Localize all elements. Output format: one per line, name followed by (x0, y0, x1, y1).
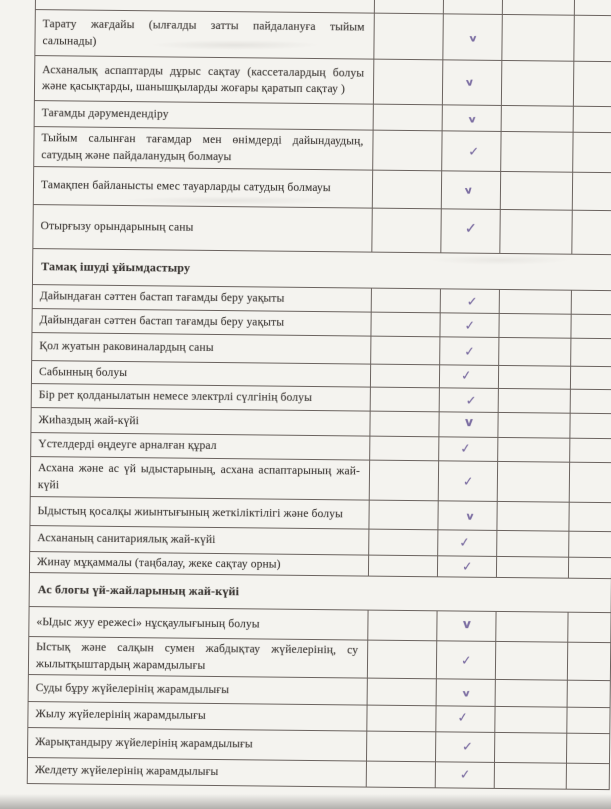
empty-cell (369, 529, 438, 556)
item-label: Дайындаған сәттен бастап тағамды беру уақыты (32, 309, 371, 337)
empty-cell (569, 462, 611, 502)
empty-cell (370, 364, 439, 388)
empty-cell (495, 706, 567, 733)
empty-cell (367, 640, 436, 678)
empty-cell (371, 288, 440, 313)
empty-cell (370, 411, 439, 437)
empty-cell (368, 555, 437, 577)
empty-cell (501, 105, 573, 132)
checkmark-icon: v (464, 415, 473, 430)
checklist-row (28, 637, 610, 681)
empty-cell (368, 610, 437, 641)
empty-cell (366, 761, 435, 788)
check-cell (436, 706, 495, 733)
empty-cell (501, 131, 573, 172)
item-label: Жарықтандыру жүйелерінің жарамдылығы (28, 728, 367, 762)
scanner-edge-shadow (0, 794, 611, 809)
empty-cell (373, 104, 442, 131)
empty-cell (570, 438, 611, 462)
item-label: Асханалық аспаптарды дұрыс сақтау (кассеталардың болуы және қасықтарды, шанышқыларды жоғары қаратып сақтау ) (34, 56, 373, 105)
check-cell (439, 365, 498, 389)
check-cell (441, 209, 500, 254)
item-label: Жиһаздың жай-күйі (31, 408, 370, 437)
check-cell (440, 289, 499, 314)
empty-cell (498, 388, 570, 413)
empty-cell (374, 0, 443, 14)
check-cell (439, 388, 498, 413)
item-label: Жылу жүйелерінің жарамдылығы (28, 702, 367, 732)
empty-cell (367, 678, 436, 706)
item-label: Үстелдерді өңдеуге арналған құрал (31, 433, 370, 461)
empty-cell (373, 59, 442, 105)
empty-cell (500, 209, 572, 254)
check-cell (437, 556, 496, 578)
empty-cell (369, 460, 438, 501)
inspection-checklist-table (27, 0, 611, 790)
empty-cell (371, 336, 440, 365)
empty-cell (494, 732, 566, 763)
check-cell (435, 762, 494, 789)
empty-cell (567, 680, 610, 707)
checklist-row (33, 167, 611, 211)
empty-cell (571, 290, 611, 314)
checkmark-icon: ✓ (462, 472, 474, 489)
empty-cell (573, 106, 611, 132)
checkmark-icon: ✓ (459, 766, 471, 783)
empty-cell (372, 170, 441, 209)
checkmark-icon: ✓ (458, 533, 471, 550)
empty-cell (373, 130, 442, 171)
check-cell (436, 641, 495, 679)
check-cell (442, 131, 501, 172)
empty-cell (371, 312, 440, 337)
check-cell (438, 461, 497, 502)
empty-cell (501, 60, 573, 106)
checklist-row (34, 56, 611, 107)
item-label: «Ыдыс жуу ережесі» нұсқаулығының болуы (29, 607, 368, 641)
empty-cell (572, 210, 611, 254)
checkmark-icon: v (468, 113, 476, 125)
checkmark-icon: ✓ (465, 391, 477, 408)
item-label: Тарату жағдайы (ылғалды затты пайдалануға тыйым салынады) (35, 10, 374, 60)
section-header: Тамақ ішуді ұйымдастыру (32, 249, 611, 291)
checkmark-icon: ✓ (461, 738, 473, 755)
item-label: Дайындаған сәттен бастап тағамды беру уақыты (32, 285, 371, 313)
checkmark-icon: v (465, 510, 474, 523)
item-label: Қол жуатын раковиналардың саны (32, 333, 371, 365)
empty-cell (497, 461, 569, 502)
empty-cell (567, 643, 610, 681)
checkmark-icon: v (463, 183, 472, 197)
empty-cell (499, 337, 571, 366)
empty-cell (370, 436, 439, 461)
empty-cell (367, 705, 436, 732)
check-cell (440, 337, 499, 366)
item-label: Ыстық және салқын сумен жабдықтау жүйелерінің, су жылытқыштардың жарамдылығы (28, 637, 367, 678)
check-cell (443, 0, 502, 14)
checkmark-icon: ✓ (464, 316, 476, 333)
empty-cell (571, 314, 611, 338)
empty-cell (374, 13, 443, 60)
empty-cell (566, 763, 609, 789)
empty-cell (495, 642, 567, 680)
item-label: Асхана және ас үй ыдыстарының, асхана аспаптарының жай-күйі (30, 457, 369, 501)
empty-cell (495, 679, 567, 707)
empty-cell (573, 61, 611, 106)
check-cell (439, 437, 498, 462)
section-header: Ас блогы үй-жайларының жай-күйі (29, 573, 611, 613)
checklist-row (30, 457, 611, 503)
empty-cell (502, 0, 574, 15)
item-label: Тамақпен байланысты емес тауарларды сатудың болмауы (33, 167, 372, 209)
empty-cell (570, 366, 611, 389)
checkmark-icon: v (462, 688, 470, 700)
empty-cell (498, 437, 570, 462)
empty-cell (574, 0, 611, 16)
item-label: Тағамды дәрумендендіру (34, 101, 373, 131)
item-label: Тыйым салынған тағамдар мен өнімдерді дайындаудың, сатудың және пайдаланудың болмауы (34, 127, 373, 171)
empty-cell (499, 313, 571, 338)
item-label: Суды бұру жүйелерінің жарамдылығы (28, 675, 367, 706)
empty-cell (372, 208, 441, 253)
checkmark-icon: v (468, 32, 477, 44)
empty-cell (370, 387, 439, 412)
empty-cell (566, 733, 609, 763)
checkmark-icon: ✓ (464, 218, 477, 237)
empty-cell (571, 338, 611, 366)
checklist-row (35, 10, 611, 62)
empty-cell (497, 530, 569, 557)
empty-cell (500, 171, 572, 210)
checkmark-icon: ✓ (461, 558, 473, 574)
section-row (32, 249, 611, 291)
empty-cell (499, 289, 571, 314)
empty-cell (369, 500, 438, 530)
checklist-row (33, 205, 611, 255)
item-label: Бір рет қолданылатын немесе электрлі сүлгінің болуы (31, 384, 370, 412)
checklist-row (27, 758, 609, 790)
empty-cell (496, 612, 568, 643)
item-label: Асхананың санитариялық жай-күйі (30, 526, 369, 556)
empty-cell (568, 557, 611, 579)
check-cell (441, 171, 500, 210)
empty-cell (502, 14, 574, 61)
checkmark-icon: ✓ (456, 709, 469, 726)
check-cell (436, 679, 495, 707)
empty-cell (569, 531, 611, 557)
item-label: Сабынның болуы (31, 361, 370, 388)
check-cell (438, 530, 497, 557)
empty-cell (497, 501, 569, 531)
checklist-row (34, 127, 611, 173)
check-cell (442, 105, 501, 132)
empty-cell (498, 412, 570, 438)
empty-cell (568, 613, 611, 643)
empty-cell (570, 389, 611, 413)
check-cell (442, 60, 501, 106)
check-cell (443, 14, 502, 61)
check-cell (439, 412, 498, 438)
item-label: Отырғызу орындарының саны (33, 205, 372, 253)
empty-cell (570, 413, 611, 438)
checkmark-icon: ✓ (467, 142, 479, 159)
empty-cell (496, 556, 568, 578)
checkmark-icon: ✓ (459, 439, 472, 456)
empty-cell (574, 15, 611, 61)
checkmark-icon: ✓ (460, 367, 472, 384)
checkmark-icon: ✓ (460, 652, 472, 668)
check-cell (438, 501, 497, 531)
checkmark-icon: ✓ (466, 292, 478, 309)
check-cell (440, 313, 499, 338)
empty-cell (498, 365, 570, 389)
empty-cell (366, 731, 435, 762)
item-label: Жинау мұқаммалы (таңбалау, жеке сақтау орны) (29, 552, 368, 577)
item-label: Желдету жүйелерінің жарамдылығы (27, 758, 366, 788)
checkmark-icon: v (465, 76, 474, 89)
checkmark-icon: ✓ (463, 342, 475, 359)
empty-cell (494, 762, 566, 789)
check-cell (437, 611, 496, 642)
empty-cell (567, 707, 610, 733)
empty-cell (572, 172, 611, 210)
item-label: Ыдыстың қосалқы жиынтығының жеткіліктілігі және болуы (30, 497, 369, 530)
empty-cell (573, 132, 611, 172)
check-cell (435, 732, 494, 763)
empty-cell (569, 502, 611, 531)
checklist-table-body (27, 0, 611, 790)
checkmark-icon: v (462, 617, 471, 632)
